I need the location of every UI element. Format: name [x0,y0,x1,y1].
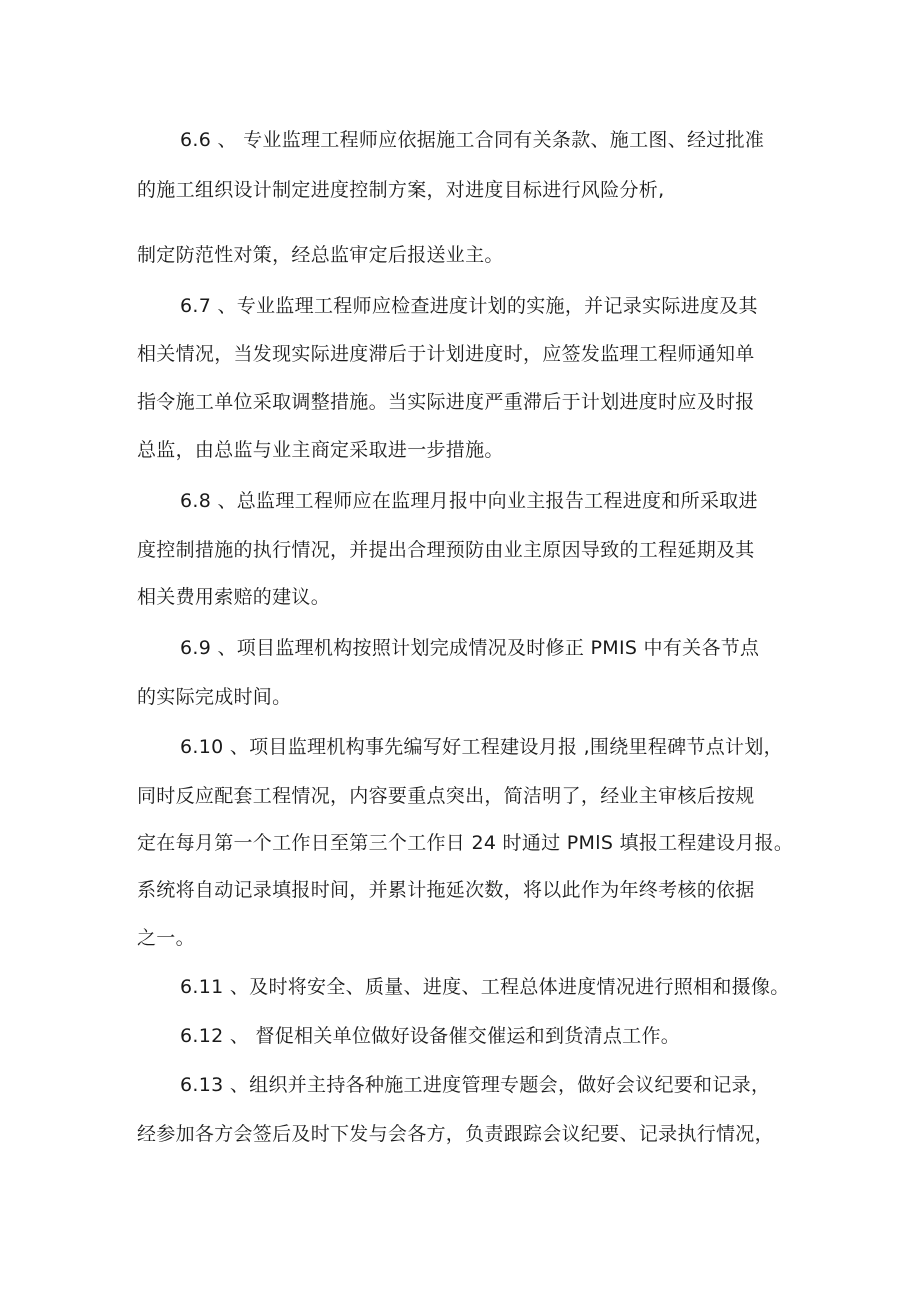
paragraph-6-6-line-1: 6.6 、 专业监理工程师应依据施工合同有关条款、施工图、经过批准 [180,129,765,151]
paragraph-6-10-line-5: 之一。 [137,927,195,949]
paragraph-6-10-line-2: 同时反应配套工程情况，内容要重点突出，简洁明了，经业主审核后按规 [137,785,755,807]
paragraph-6-13-line-1: 6.13 、组织并主持各种施工进度管理专题会，做好会议纪要和记录， [180,1074,771,1096]
paragraph-6-9-line-1: 6.9 、项目监理机构按照计划完成情况及时修正 PMIS 中有关各节点 [180,637,760,659]
paragraph-6-6-line-3: 制定防范性对策，经总监审定后报送业主。 [137,244,504,266]
paragraph-6-10-line-4: 系统将自动记录填报时间，并累计拖延次数，将以此作为年终考核的依据 [137,879,755,901]
paragraph-6-8-line-3: 相关费用索赔的建议。 [137,586,331,608]
paragraph-6-7-line-3: 指令施工单位采取调整措施。当实际进度严重滞后于计划进度时应及时报 [137,391,755,413]
paragraph-6-12-line-1: 6.12 、 督促相关单位做好设备催交催运和到货清点工作。 [180,1025,681,1047]
paragraph-6-6-line-2: 的施工组织设计制定进度控制方案，对进度目标进行风险分析, [137,179,665,201]
paragraph-6-8-line-1: 6.8 、总监理工程师应在监理月报中向业主报告工程进度和所采取进 [180,490,758,512]
paragraph-6-7-line-1: 6.7 、专业监理工程师应检查进度计划的实施，并记录实际进度及其 [180,295,758,317]
paragraph-6-10-line-1: 6.10 、项目监理机构事先编写好工程建设月报 ,围绕里程碑节点计划， [180,736,783,758]
paragraph-6-11-line-1: 6.11 、及时将安全、质量、进度、工程总体进度情况进行照相和摄像。 [180,976,790,998]
paragraph-6-10-line-3: 定在每月第一个工作日至第三个工作日 24 时通过 PMlS 填报工程建设月报。 [137,832,794,854]
paragraph-6-7-line-2: 相关情况，当发现实际进度滞后于计划进度时，应签发监理工程师通知单 [137,343,755,365]
paragraph-6-8-line-2: 度控制措施的执行情况，并提出合理预防由业主原因导致的工程延期及其 [137,539,755,561]
paragraph-6-9-line-2: 的实际完成时间。 [137,686,292,708]
paragraph-6-7-line-4: 总监，由总监与业主商定采取进一步措施。 [137,439,504,461]
paragraph-6-13-line-2: 经参加各方会签后及时下发与会各方，负责跟踪会议纪要、记录执行情况， [137,1123,774,1145]
